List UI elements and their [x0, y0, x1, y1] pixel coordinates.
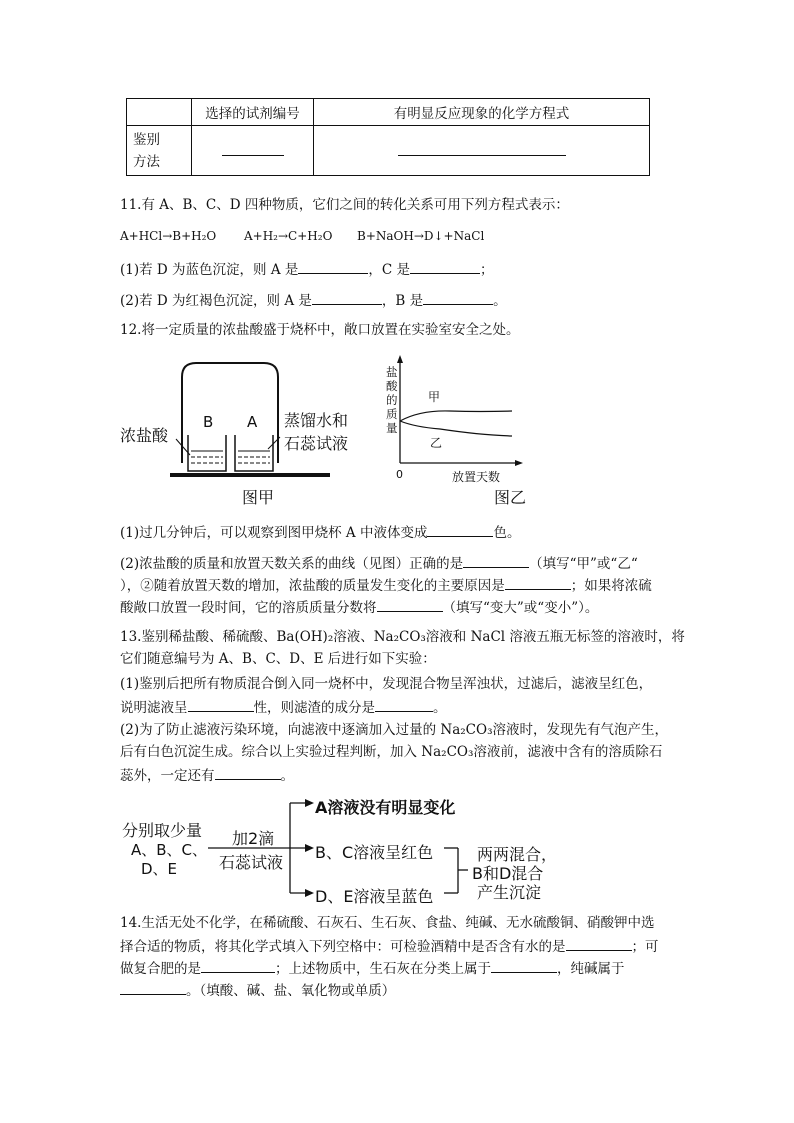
q12-p2-blank-c[interactable]	[377, 597, 443, 612]
q13-p1-text-c: 。	[433, 700, 447, 716]
fig2-xlabel: 放置天数	[452, 470, 501, 484]
q14-line4	[120, 980, 395, 1000]
table-header-equation: 有明显反应现象的化学方程式	[314, 99, 650, 126]
fig1-label-b: B	[203, 413, 214, 431]
fig2-curve1-label: 甲	[428, 390, 441, 404]
curve-yi	[400, 421, 512, 436]
flow-note-line3: 产生沉淀	[477, 883, 542, 902]
q12-p1-text-b: 色。	[493, 525, 521, 541]
q13-part2-line2: 后有白色沉淀生成。综合以上实验过程判断，加入 Na₂CO₃溶液前，滤液中含有的溶质除石	[120, 744, 663, 760]
fig1-label-a: A	[247, 413, 258, 431]
flow-result-bc: B、C溶液呈红色	[315, 843, 434, 862]
flow-reagent-line2: 石蕊试液	[219, 853, 284, 872]
fig2-ylabel	[386, 365, 398, 435]
q12-p2-l2-text-a: ），②随着放置天数的增加，浓盐酸的质量发生变化的主要原因是	[120, 578, 505, 594]
q12-p2-l1-text-b: （填写“甲”或“乙“	[529, 556, 638, 572]
q13-stem-line1: 13.鉴别稀盐酸、稀硫酸、Ba(OH)₂溶液、Na₂CO₃溶液和 NaCl 溶液五瓶无标签的溶液时，将	[120, 629, 685, 645]
q12-part2-line1	[120, 553, 638, 573]
q14-blank-water-test[interactable]	[566, 936, 632, 951]
flow-note-line1: 两两混合，	[477, 845, 558, 864]
q14-blank-soda-class[interactable]	[120, 980, 186, 995]
flow-start-line2: A、B、C、	[131, 841, 208, 859]
flow-result-a: A溶液没有明显变化	[315, 798, 456, 817]
row-label-line1: 鉴别	[133, 131, 160, 148]
q12-p2-l3-text-a: 酸敞口放置一段时间，它的溶质质量分数将	[120, 600, 377, 616]
q12-p2-l3-text-b: （填写“变大”或“变小”）。	[442, 600, 599, 616]
fig1-label-right1: 蒸馏水和	[284, 411, 349, 430]
q12-p1-text-a: (1)过几分钟后，可以观察到图甲烧杯 A 中液体变成	[120, 525, 428, 541]
q12-part2-line2	[120, 575, 652, 595]
q13-p1-text-a: 说明滤液呈	[120, 700, 188, 716]
q12-p2-l2-text-b: ；如果将浓硫	[570, 578, 652, 594]
q11-p2-text-c: 。	[493, 293, 507, 309]
q14-line2	[120, 936, 659, 956]
q11-eq2: A+H₂→C+H₂O	[244, 229, 333, 243]
q11-p2-blank-a[interactable]	[312, 290, 382, 305]
q12-p2-blank-a[interactable]	[463, 553, 529, 568]
ylabel-char-2: 酸	[386, 379, 398, 393]
q14-l2-text-a: 择合适的物质，将其化学式填入下列空格中：可检验酒精中是否含有水的是	[120, 939, 566, 955]
fig2-origin: 0	[396, 468, 403, 481]
reagent-blank[interactable]	[222, 141, 284, 156]
q14-l3-text-b: ；上述物质中，生石灰在分类上属于	[275, 961, 491, 977]
q13-p2-blank[interactable]	[215, 765, 281, 780]
q14-l3-text-c: ，纯碱属于	[557, 961, 625, 977]
ylabel-char-3: 的	[386, 393, 398, 407]
q14-blank-quicklime-class[interactable]	[491, 958, 557, 973]
q13-part2-line1: (2)为了防止滤液污染环境，向滤液中逐滴加入过量的 Na₂CO₃溶液时，发现先有气泡产生，	[120, 722, 668, 738]
curve-jia	[400, 411, 512, 421]
ylabel-char-4: 质	[386, 407, 398, 421]
q14-l2-text-b: ；可	[631, 939, 659, 955]
q11-p1-text-c: ；	[480, 262, 494, 278]
q11-p1-blank-c[interactable]	[410, 259, 480, 274]
fig2-caption: 图乙	[494, 488, 527, 507]
q12-p1-blank[interactable]	[427, 522, 493, 537]
q11-stem: 11.有 A、B、C、D 四种物质，它们之间的转化关系可用下列方程式表示：	[120, 197, 569, 213]
q14-blank-fertilizer[interactable]	[201, 958, 275, 973]
q11-p2-text-a: (2)若 D 为红褐色沉淀，则 A 是	[120, 293, 312, 309]
q13-p1-blank-a[interactable]	[188, 697, 254, 712]
row-label-line2: 方法	[133, 153, 160, 170]
q13-p2-text-b: 。	[280, 768, 294, 784]
ylabel-char-1: 盐	[386, 365, 398, 379]
equation-answer-cell[interactable]	[314, 126, 650, 176]
q13-p1-text-b: 性，则滤渣的成分是	[253, 700, 375, 716]
q13-p2-text-a: 蕊外，一定还有	[120, 768, 215, 784]
fig2-curve2-label: 乙	[430, 436, 443, 450]
q11-p1-blank-a[interactable]	[298, 259, 368, 274]
reagent-answer-cell[interactable]	[192, 126, 314, 176]
fig1-label-right2: 石蕊试液	[284, 434, 349, 453]
q11-p1-text-a: (1)若 D 为蓝色沉淀，则 A 是	[120, 262, 299, 278]
q14-line3	[120, 958, 625, 978]
fig1-caption: 图甲	[242, 488, 275, 507]
q11-p2-blank-b[interactable]	[423, 290, 493, 305]
q14-line1: 14.生活无处不化学，在稀硫酸、石灰石、生石灰、食盐、纯碱、无水硫酸铜、硝酸钾中选	[120, 915, 655, 931]
q13-part1-line2	[120, 697, 447, 717]
q11-part1	[120, 259, 494, 279]
q13-part2-line3	[120, 765, 294, 785]
q11-eq3: B+NaOH→D↓+NaCl	[357, 229, 485, 243]
q13-p1-blank-b[interactable]	[375, 697, 433, 712]
flow-start-line1: 分别取少量	[122, 821, 203, 840]
flow-result-de: D、E溶液呈蓝色	[315, 887, 434, 906]
q12-p2-l1-text-a: (2)浓盐酸的质量和放置天数关系的曲线（见图）正确的是	[120, 556, 464, 572]
q14-l4-text: 。（填酸、碱、盐、氧化物或单质）	[186, 983, 396, 999]
fig1-label-left: 浓盐酸	[120, 426, 169, 445]
q11-eq1: A+HCl→B+H₂O	[120, 229, 217, 243]
q11-part2	[120, 290, 507, 310]
q14-l3-text-a: 做复合肥的是	[120, 961, 201, 977]
q12-part2-line3	[120, 597, 598, 617]
table-header-reagent: 选择的试剂编号	[192, 99, 314, 126]
flow-note-line2: B和D混合	[472, 864, 544, 883]
table-header-empty	[127, 99, 192, 126]
q13-part1-line1: (1)鉴别后把所有物质混合倒入同一烧杯中，发现混合物呈浑浊状，过滤后，滤液呈红色，	[120, 676, 653, 692]
q11-p1-text-b: ，C 是	[368, 262, 410, 278]
equation-blank[interactable]	[398, 141, 566, 156]
flow-reagent-line1: 加2滴	[232, 829, 275, 848]
q12-p2-blank-b[interactable]	[505, 575, 571, 590]
ylabel-char-5: 量	[386, 421, 398, 435]
q12-part1	[120, 522, 520, 542]
q12-stem: 12.将一定质量的浓盐酸盛于烧杯中，敞口放置在实验室安全之处。	[120, 322, 520, 338]
table-row-label	[127, 126, 192, 176]
q13-stem-line2: 它们随意编号为 A、B、C、D、E 后进行如下实验：	[120, 651, 436, 667]
flow-start-line3: D、E	[141, 860, 178, 878]
figure-yi-graph	[380, 355, 530, 475]
q11-p2-text-b: ，B 是	[381, 293, 424, 309]
identification-table	[126, 98, 650, 176]
